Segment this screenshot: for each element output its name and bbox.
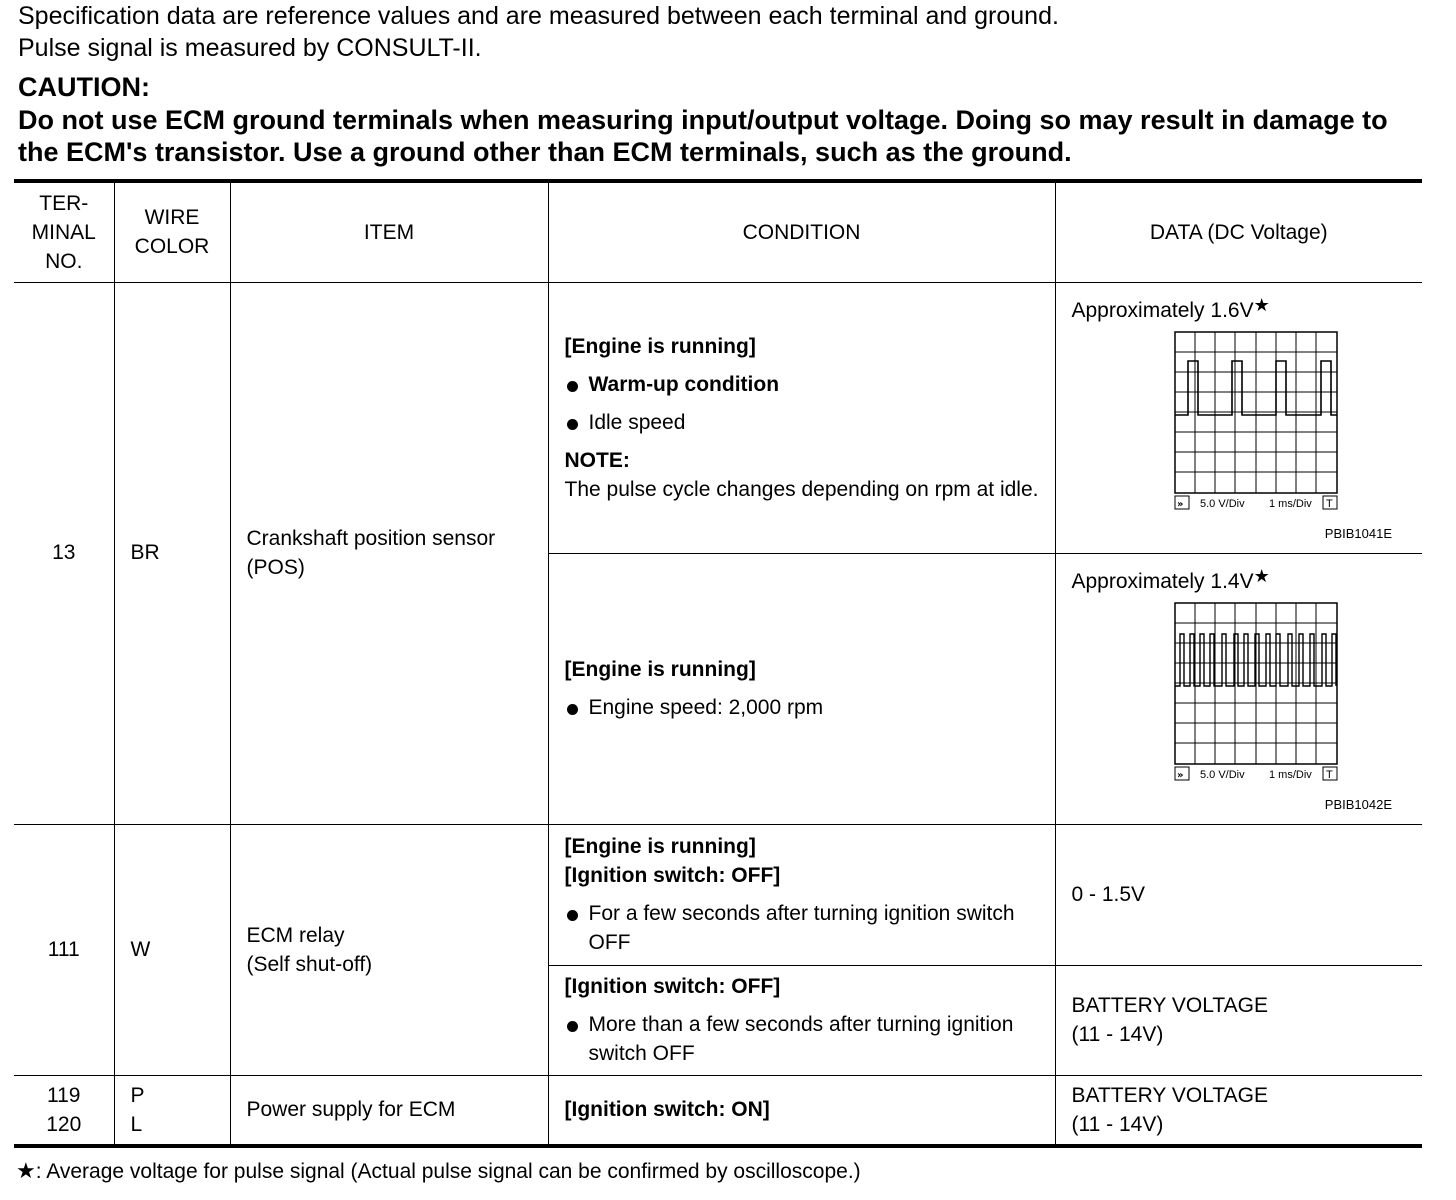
data-13-2000rpm (1055, 553, 1422, 824)
data-111-off: BATTERY VOLTAGE (11 - 14V) (1055, 965, 1422, 1075)
figure-id: PBIB1041E (1324, 525, 1392, 541)
terminal-13: 13 (14, 282, 114, 824)
condition-bullet: Engine speed: 2,000 rpm (565, 693, 1039, 722)
condition-bullet: For a few seconds after turning ignition switch OFF (565, 899, 1039, 957)
wire-color-13: BR (114, 282, 230, 824)
trigger-mark: T (1325, 497, 1333, 510)
condition-head: [Engine is running] (564, 334, 756, 358)
star-icon: ★ (1253, 294, 1270, 315)
item-119-120: Power supply for ECM (230, 1075, 548, 1146)
time-div-label: 1 ms/Div (1268, 768, 1312, 781)
intro-line-2: Pulse signal is measured by CONSULT-II. (18, 34, 482, 62)
oscilloscope-figure (1164, 602, 1344, 790)
terminal-119-120: 119 120 (14, 1075, 114, 1146)
terminal-spec-table (14, 179, 1422, 1148)
condition-119-120 (548, 1075, 1055, 1146)
header-data: DATA (DC Voltage) (1055, 181, 1422, 282)
table-row (14, 282, 1422, 553)
header-terminal-no: TER- MINAL NO. (14, 181, 114, 282)
header-condition: CONDITION (548, 181, 1055, 282)
time-div-label: 1 ms/Div (1268, 497, 1312, 510)
condition-head: [Ignition switch: OFF] (564, 975, 781, 998)
volt-div-label: 5.0 V/Div (1199, 497, 1245, 510)
note-text: The pulse cycle changes depending on rpm at idle. (564, 477, 1039, 501)
condition-13-2000rpm (548, 553, 1055, 824)
data-value: Approximately 1.6V (1071, 298, 1254, 322)
svg-text:»: » (1176, 498, 1183, 510)
item-13: Crankshaft position sensor (POS) (230, 282, 548, 824)
header-item: ITEM (230, 181, 548, 282)
condition-bullet: More than a few seconds after turning ignition switch OFF (565, 1010, 1039, 1068)
star-icon: ★ (16, 1158, 36, 1183)
condition-head: [Ignition switch: OFF] (564, 864, 781, 887)
oscilloscope-waveform-2000rpm (1164, 602, 1344, 784)
terminal-111: 111 (14, 824, 114, 1075)
caution-text: Do not use ECM ground terminals when measuring input/output voltage. Doing so may result in damage to the ECM's transistor. Use a ground other than ECM terminals, such as the ground. (18, 105, 1388, 167)
oscilloscope-figure (1164, 331, 1344, 519)
data-value: Approximately 1.4V (1071, 569, 1254, 593)
data-13-idle (1055, 282, 1422, 553)
figure-id: PBIB1042E (1324, 796, 1392, 812)
volt-div-label: 5.0 V/Div (1199, 768, 1245, 781)
footnote-text: : Average voltage for pulse signal (Actual pulse signal can be confirmed by oscilloscope.) (35, 1160, 861, 1183)
condition-bullet: Warm-up condition (565, 370, 1039, 399)
wire-color-119-120: P L (114, 1075, 230, 1146)
caution-heading: CAUTION: (18, 72, 150, 102)
trigger-mark: T (1325, 768, 1333, 781)
note-heading: NOTE: (564, 448, 630, 472)
oscilloscope-waveform-idle (1164, 331, 1344, 513)
item-111: ECM relay (Self shut-off) (230, 824, 548, 1075)
svg-text:»: » (1176, 769, 1183, 781)
footnote (16, 1158, 861, 1184)
condition-111-running (548, 824, 1055, 965)
condition-head: [Engine is running] (564, 658, 756, 681)
intro-line-1: Specification data are reference values and are measured between each terminal and ground. (18, 2, 1059, 30)
condition-bullet: Idle speed (565, 408, 1039, 437)
table-row (14, 824, 1422, 965)
table-row (14, 1075, 1422, 1146)
header-wire-color: WIRE COLOR (114, 181, 230, 282)
condition-head: [Ignition switch: ON] (564, 1098, 770, 1122)
data-111-running: 0 - 1.5V (1055, 824, 1422, 965)
wire-color-111: W (114, 824, 230, 1075)
star-icon: ★ (1253, 565, 1270, 586)
data-119-120: BATTERY VOLTAGE (11 - 14V) (1055, 1075, 1422, 1146)
condition-head: [Engine is running] (564, 835, 756, 858)
condition-13-idle (548, 282, 1055, 553)
condition-111-off (548, 965, 1055, 1075)
intro-text (18, 0, 1438, 64)
